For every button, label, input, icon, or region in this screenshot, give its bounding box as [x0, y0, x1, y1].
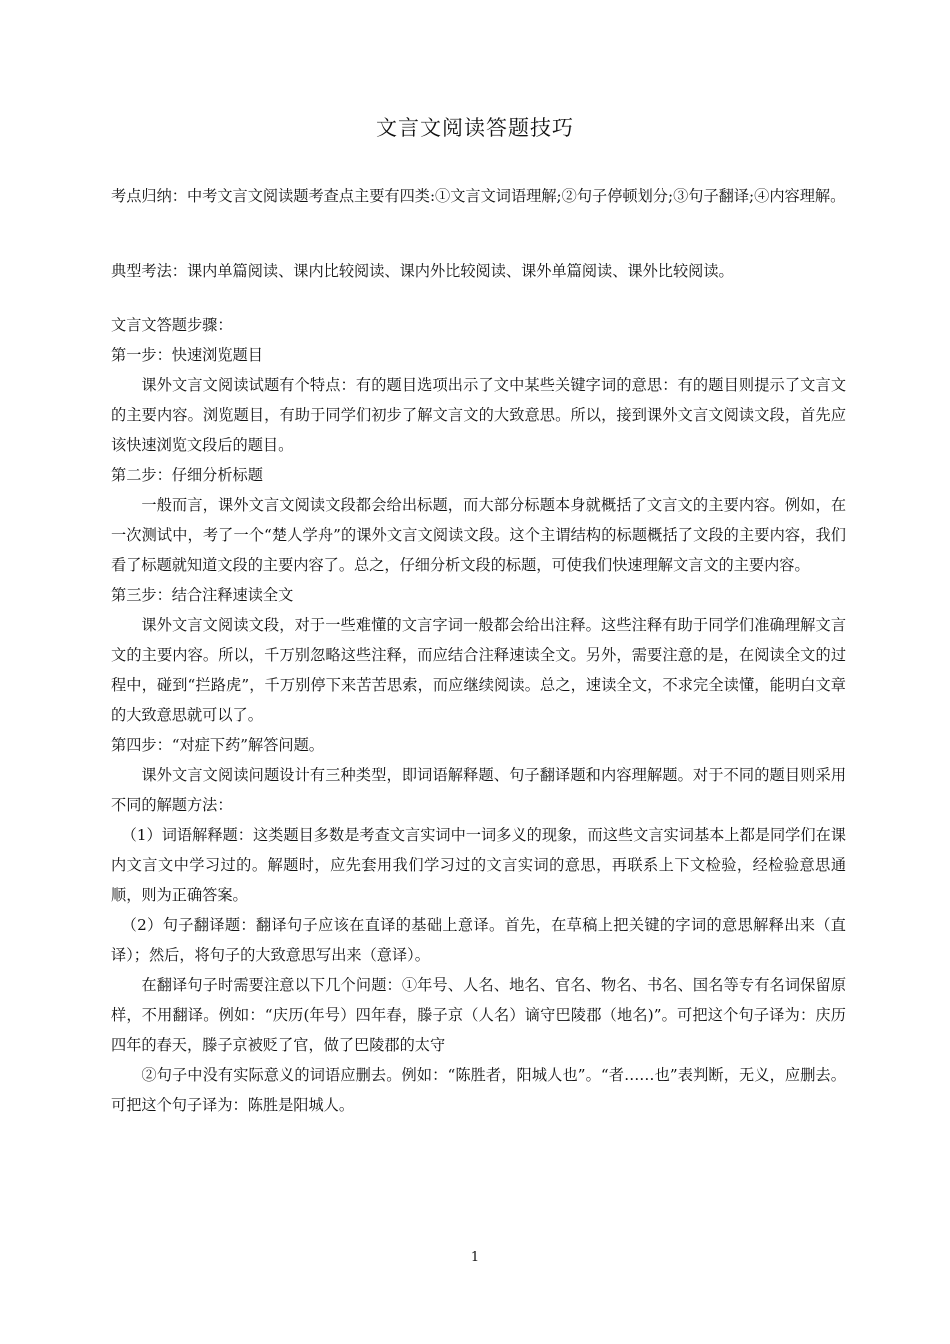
- page-number: 1: [470, 1250, 480, 1265]
- step2-body: 一般而言，课外文言文阅读文段都会给出标题，而大部分标题本身就概括了文言文的主要内容。例如，在一次测试中，考了一个“楚人学舟”的课外文言文阅读文段。这个主谓结构的标题概括了文段的主要内容，我们看了标题就知道文段的主要内容了。总之，仔细分析文段的标题，可使我们快速理解文言文的主要内容。: [111, 496, 846, 574]
- step4-note1: 在翻译句子时需要注意以下几个问题：①年号、人名、地名、官名、物名、书名、国名等专有名词保留原样，不用翻译。例如：“庆历(年号）四年春，滕子京（人名）谪守巴陵郡（地名)”。可把这个句子译为：庆历四年的春天，滕子京被贬了官，做了巴陵郡的太守: [111, 976, 846, 1054]
- step4-body: 课外文言文阅读问题设计有三种类型，即词语解释题、句子翻译题和内容理解题。对于不同的题目则采用不同的解题方法：: [111, 766, 846, 814]
- summary-paragraph: 考点归纳：中考文言文阅读题考查点主要有四类:①文言文词语理解;②句子停顿划分;③句子翻译;④内容理解。: [111, 187, 846, 205]
- step3-heading: 第三步：结合注释速读全文: [111, 586, 294, 604]
- step1-body: 课外文言文阅读试题有个特点：有的题目选项出示了文中某些关键字词的意思：有的题目则提示了文言文的主要内容。浏览题目，有助于同学们初步了解文言文的大致意思。所以，接到课外文言文阅读文段，首先应该快速浏览文段后的题目。: [111, 376, 846, 454]
- step4-heading: 第四步：“对症下药”解答问题。: [111, 736, 324, 754]
- step3-body: 课外文言文阅读文段，对于一些难懂的文言字词一般都会给出注释。这些注释有助于同学们准确理解文言文的主要内容。所以，千万别忽略这些注释，而应结合注释速读全文。另外，需要注意的是，在阅读全文的过程中，碰到“拦路虎”，千万别停下来苦苦思索，而应继续阅读。总之，速读全文，不求完全读懂，能明白文章的大致意思就可以了。: [111, 616, 846, 724]
- steps-section: [111, 310, 846, 1120]
- typical-paragraph: 典型考法：课内单篇阅读、课内比较阅读、课内外比较阅读、课外单篇阅读、课外比较阅读。: [111, 262, 734, 280]
- step1-heading: 第一步：快速浏览题目: [111, 346, 263, 364]
- page-title: 文言文阅读答题技巧: [376, 116, 574, 140]
- step2-heading: 第二步：仔细分析标题: [111, 466, 263, 484]
- typical-section: [111, 256, 846, 286]
- step4-item2: （2）句子翻译题：翻译句子应该在直译的基础上意译。首先，在草稿上把关键的字词的意思解释出来（直译）；然后，将句子的大致意思写出来（意译）。: [111, 916, 846, 964]
- summary-section: [111, 181, 846, 211]
- step4-item1: （1）词语解释题：这类题目多数是考查文言实词中一词多义的现象，而这些文言实词基本上都是同学们在课内文言文中学习过的。解题时，应先套用我们学习过的文言实词的意思，再联系上下文检验，经检验意思通顺，则为正确答案。: [111, 826, 846, 904]
- steps-heading: 文言文答题步骤：: [111, 316, 233, 334]
- step4-note2: ②句子中没有实际意义的词语应删去。例如：“陈胜者，阳城人也”。“者……也”表判断，无义，应删去。可把这个句子译为：陈胜是阳城人。: [111, 1066, 846, 1114]
